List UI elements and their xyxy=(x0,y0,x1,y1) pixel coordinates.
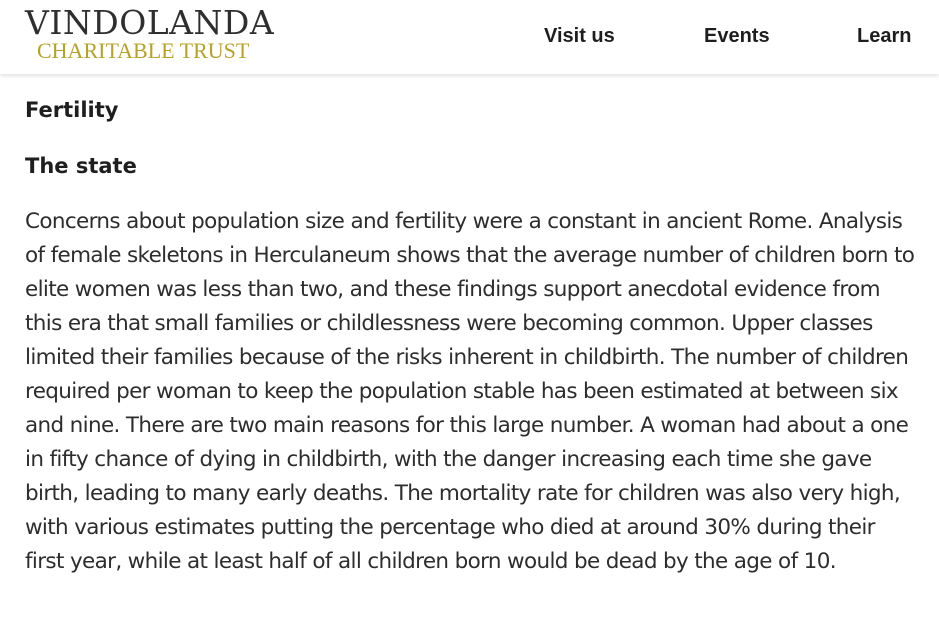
nav-learn[interactable]: Learn xyxy=(857,25,912,47)
logo-sub-text: CHARITABLE TRUST xyxy=(37,38,250,63)
section-heading: Fertility xyxy=(25,98,119,122)
logo-main-text: VINDOLANDA xyxy=(25,3,275,42)
article-paragraph: Concerns about population size and fertility were a constant in ancient Rome. Analysis of female skeletons in Herculaneum shows that the average number of children born to elite women was less than two, and these findings support anecdotal evidence from this era that small families or childlessness were becoming common. Upper classes limited their families because of the risks inherent in childbirth. The number of children required per woman to keep the population stable has been estimated at between six and nine. There are two main reasons for this large number. A woman had about a one in fifty chance of dying in childbirth, with the danger increasing each time she gave birth, leading to many early deaths. The mortality rate for children was also very high, with various estimates putting the percentage who died at around 30% during their first year, while at least half of all children born would be dead by the age of 10. xyxy=(25,209,915,574)
section-subheading: The state xyxy=(25,154,137,178)
nav-visit-us[interactable]: Visit us xyxy=(544,25,615,47)
site-header xyxy=(0,0,939,74)
site-logo[interactable] xyxy=(25,3,275,63)
nav-events[interactable]: Events xyxy=(704,25,770,47)
